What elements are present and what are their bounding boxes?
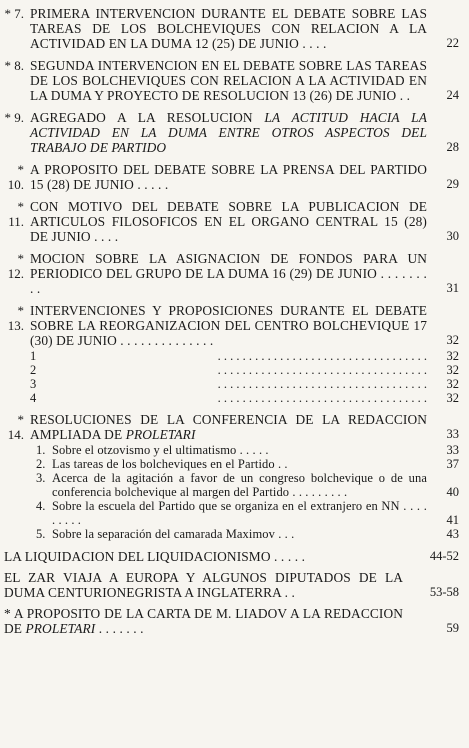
toc-subentry: 1 . . . . . . . . . . . . . . . . . . . . . . . . . . . . . . . . . . 32 <box>30 349 459 363</box>
entry-page: 59 <box>446 621 459 635</box>
subentry-number: 1. <box>36 443 46 457</box>
entry-title-main: AGREGADO A LA RESOLUCION <box>30 110 265 125</box>
toc-entry-9 <box>4 110 459 155</box>
entry-number: * 8. <box>4 58 24 73</box>
entry-title: PRIMERA INTERVENCION DURANTE EL DEBATE SOBRE LAS TAREAS DE LOS BOLCHEVIQUES CON RELACION A LA ACTIVIDAD EN LA DUMA 12 (25) DE JUNIO . . . . <box>30 6 427 51</box>
entry-title <box>30 412 427 442</box>
entry-page: 44-52 <box>429 549 459 563</box>
toc-subentry: 2 . . . . . . . . . . . . . . . . . . . . . . . . . . . . . . . . . . 32 <box>30 363 459 377</box>
entry-title: MOCION SOBRE LA ASIGNACION DE FONDOS PARA UN PERIODICO DEL GRUPO DE LA DUMA 16 (29) DE JUNIO . . . . . . . . . <box>30 251 427 296</box>
toc-subentry <box>36 471 459 499</box>
toc-subentry <box>36 499 459 527</box>
toc-entry-10 <box>4 162 459 192</box>
entry-title: INTERVENCIONES Y PROPOSICIONES DURANTE EL DEBATE SOBRE LA REORGANIZACION DEL CENTRO BOLCHEVIQUE 17 (30) DE JUNIO . . . . . . . . . . . . . . <box>30 303 427 348</box>
subentry-page: 32 <box>446 349 459 363</box>
entry-number: * 9. <box>4 110 24 125</box>
toc-entry-12 <box>4 251 459 296</box>
subentry-title: Sobre el otzovismo y el ultimatismo . . . . . <box>52 443 269 457</box>
entry-page: 30 <box>446 229 459 243</box>
entry-number: * 7. <box>4 6 24 21</box>
subentry-title: Sobre la separación del camarada Maximov . . . <box>52 527 295 541</box>
subentry-number: 5. <box>36 527 46 541</box>
entry-title: SEGUNDA INTERVENCION EN EL DEBATE SOBRE LAS TAREAS DE LOS BOLCHEVIQUES CON RELACION A LA ACTIVIDAD EN LA DUMA Y PROYECTO DE RESOLUCION 13 (26) DE JUNIO . . <box>30 58 427 103</box>
subentry-number: 4. <box>36 499 46 513</box>
entry-title <box>30 110 427 155</box>
toc-entry-8 <box>4 58 459 103</box>
subentry-page: 37 <box>446 457 459 471</box>
entry-title-italic: PROLETARI <box>25 621 96 636</box>
toc-subentry <box>36 457 459 471</box>
toc-entry-7 <box>4 6 459 51</box>
entry-page: 24 <box>446 88 459 102</box>
subentry-page: 33 <box>446 443 459 457</box>
entry-title-main: A PROPOSITO DE LA CARTA DE M. LIADOV A LA REDACCION DE <box>4 606 403 636</box>
entry-title: EL ZAR VIAJA A EUROPA Y ALGUNOS DIPUTADOS DE LA DUMA CENTURIONEGRISTA A INGLATERRA . . <box>4 570 403 600</box>
subentry-number: 3 <box>30 377 37 391</box>
toc-main-entry-last <box>4 606 459 636</box>
toc-subentry: 4 . . . . . . . . . . . . . . . . . . . . . . . . . . . . . . . . . . 32 <box>30 391 459 405</box>
entry-title: CON MOTIVO DEL DEBATE SOBRE LA PUBLICACION DE ARTICULOS FILOSOFICOS EN EL ORGANO CENTRAL 15 (28) DE JUNIO . . . . <box>30 199 427 244</box>
entry-title: A PROPOSITO DEL DEBATE SOBRE LA PRENSA DEL PARTIDO 15 (28) DE JUNIO . . . . . <box>30 162 427 192</box>
toc-main-entry <box>4 570 459 600</box>
subentry-page: 41 <box>446 513 459 527</box>
toc-subentry <box>36 443 459 457</box>
entry-number: * 13. <box>7 303 24 333</box>
toc-entry-13 <box>4 303 459 348</box>
subentry-number: 2 <box>30 363 37 377</box>
entry-page: 31 <box>446 281 459 295</box>
entry-page: 32 <box>446 333 459 347</box>
entry-title <box>4 606 403 636</box>
entry-page: 28 <box>446 140 459 154</box>
entry-page: 53-58 <box>429 585 459 599</box>
entry-title: LA LIQUIDACION DEL LIQUIDACIONISMO . . . . . <box>4 549 306 564</box>
toc-entry-11 <box>4 199 459 244</box>
subentry-number: 1 <box>30 349 37 363</box>
entry-number: * 11. <box>8 199 24 229</box>
toc-main-entry <box>4 549 459 564</box>
subentry-title: Las tareas de los bolcheviques en el Partido . . <box>52 457 288 471</box>
subentry-title: Acerca de la agitación a favor de un congreso bolchevique o de una conferencia bolchevique al margen del Partido . . . . . . . . . <box>52 471 427 499</box>
toc-entry-14 <box>4 412 459 442</box>
toc-subentry: 3 . . . . . . . . . . . . . . . . . . . . . . . . . . . . . . . . . . 32 <box>30 377 459 391</box>
toc-subentry <box>36 527 459 541</box>
subentry-number: 3. <box>36 471 46 485</box>
entry-number: * 14. <box>7 412 24 442</box>
entry-leader: . . . . . . . <box>95 621 144 636</box>
entry-title-italic: PROLETARI <box>125 427 196 442</box>
subentry-number: 4 <box>30 391 37 405</box>
subentry-title: Sobre la escuela del Partido que se organiza en el extranjero en NN . . . . . . . . . <box>52 499 427 527</box>
entry-title-italic: LA ACTITUD HACIA LA ACTIVIDAD EN LA DUMA ENTRE OTROS ASPECTOS DEL TRABAJO DE PARTIDO <box>30 110 427 155</box>
subentry-page: 32 <box>446 391 459 405</box>
subentry-page: 32 <box>446 363 459 377</box>
subentry-page: 32 <box>446 377 459 391</box>
entry-number: * 12. <box>7 251 24 281</box>
entry-title-main: RESOLUCIONES DE LA CONFERENCIA DE LA REDACCION AMPLIADA DE <box>30 412 427 442</box>
subentry-page: 43 <box>446 527 459 541</box>
entry-page: 29 <box>446 177 459 191</box>
entry-page: 22 <box>446 36 459 50</box>
entry-page: 33 <box>446 427 459 441</box>
subentry-page: 40 <box>446 485 459 499</box>
subentry-number: 2. <box>36 457 46 471</box>
entry-number: * 10. <box>7 162 24 192</box>
entry-star: * <box>4 606 14 621</box>
